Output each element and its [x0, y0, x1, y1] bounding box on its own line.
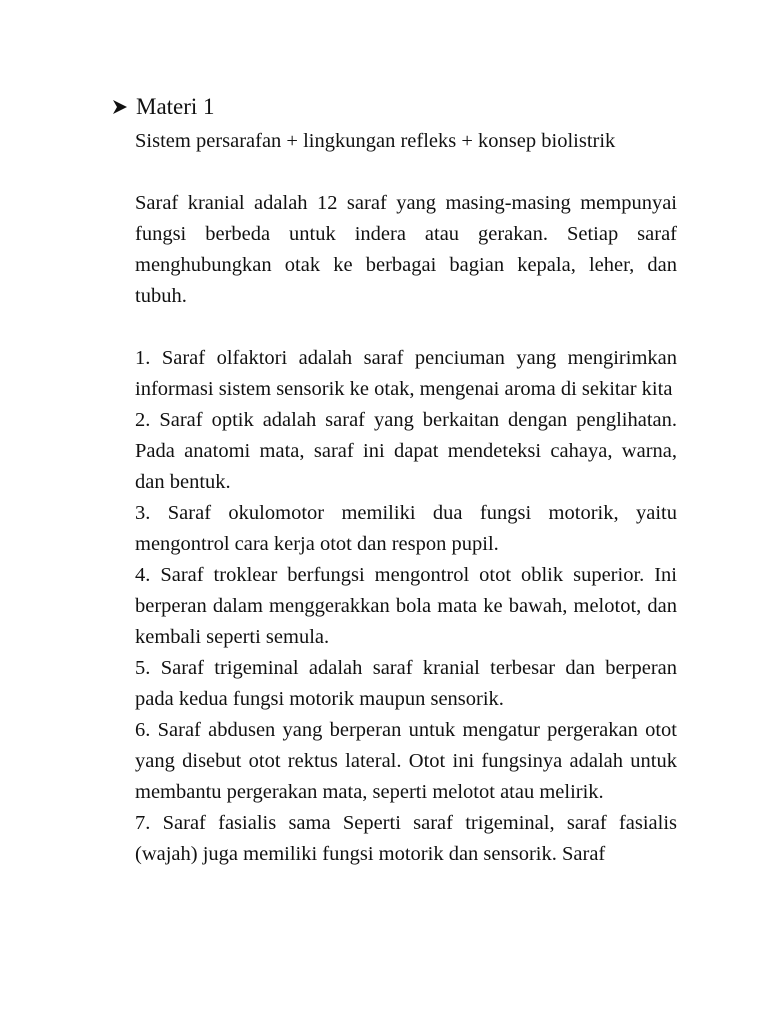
arrowhead-bullet-icon: [111, 98, 129, 116]
heading-text: Materi 1: [136, 94, 215, 119]
list-item-2: 2. Saraf optik adalah saraf yang berkaitan dengan penglihatan. Pada anatomi mata, saraf ini dapat mendeteksi cahaya, warna, dan bentuk.: [135, 409, 677, 493]
list-item-5: 5. Saraf trigeminal adalah saraf kranial terbesar dan berperan pada kedua fungsi motorik maupun sensorik.: [135, 657, 677, 710]
list-item-4: 4. Saraf troklear berfungsi mengontrol otot oblik superior. Ini berperan dalam menggerakkan bola mata ke bawah, melotot, dan kembali seperti semula.: [135, 564, 677, 648]
list-item-6: 6. Saraf abdusen yang berperan untuk mengatur pergerakan otot yang disebut otot rektus lateral. Otot ini fungsinya adalah untuk membantu pergerakan mata, seperti melotot atau melirik.: [135, 719, 677, 803]
list-item-3: 3. Saraf okulomotor memiliki dua fungsi motorik, yaitu mengontrol cara kerja otot dan respon pupil.: [135, 502, 677, 555]
list-item-1: 1. Saraf olfaktori adalah saraf penciuman yang mengirimkan informasi sistem sensorik ke otak, mengenai aroma di sekitar kita: [135, 347, 677, 400]
document-body: [135, 126, 677, 870]
cranial-nerve-list: [135, 343, 677, 870]
subtitle: Sistem persarafan + lingkungan refleks + konsep biolistrik: [135, 130, 616, 152]
intro-paragraph: Saraf kranial adalah 12 saraf yang masing-masing mempunyai fungsi berbeda untuk indera atau gerakan. Setiap saraf menghubungkan otak ke berbagai bagian kepala, leher, dan tubuh.: [135, 192, 677, 307]
section-heading: [111, 92, 215, 122]
list-item-7: 7. Saraf fasialis sama Seperti saraf trigeminal, saraf fasialis (wajah) juga memiliki fungsi motorik dan sensorik. Saraf: [135, 812, 677, 865]
